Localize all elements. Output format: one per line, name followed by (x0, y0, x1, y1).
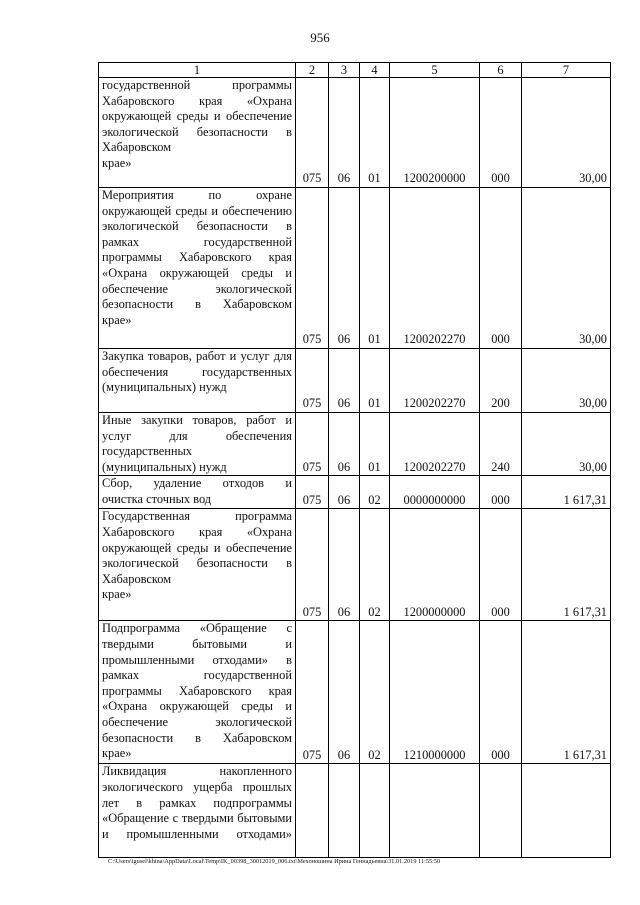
table-header-row (99, 63, 611, 78)
row-expense-type-cell: 000 (480, 621, 522, 764)
row-name-cell (99, 78, 296, 188)
row-name-last-line: крае» (102, 746, 132, 761)
row-target-article-cell: 1200200000 (390, 78, 480, 188)
row-name-last-line: крае» (102, 312, 132, 327)
row-section-cell: 06 (329, 78, 360, 188)
row-name-text: Закупка товаров, работ и услуг для обеспечения государственных (102, 349, 292, 379)
row-section-cell: 06 (329, 413, 360, 476)
table-row (99, 349, 611, 413)
row-expense-type-cell (480, 764, 522, 858)
table-row (99, 509, 611, 621)
row-subsection-cell: 02 (360, 621, 390, 764)
row-expense-type-cell: 240 (480, 413, 522, 476)
row-subsection-cell: 01 (360, 413, 390, 476)
row-name-last-line: крае» (102, 587, 132, 602)
row-section-cell: 06 (329, 509, 360, 621)
row-target-article-cell: 1200000000 (390, 509, 480, 621)
row-name-cell (99, 764, 296, 858)
row-expense-type-cell: 000 (480, 509, 522, 621)
table-row (99, 78, 611, 188)
row-name-text: Иные закупки товаров, работ и услуг для обеспечения государственных (102, 413, 292, 459)
row-expense-type-cell: 200 (480, 349, 522, 413)
budget-table (98, 62, 611, 858)
row-name-text: Государственная программа Хабаровского края «Охрана окружающей среды и обеспечение экологической безопасности в Хабаровском (102, 509, 292, 586)
row-section-cell: 06 (329, 621, 360, 764)
table-row (99, 764, 611, 858)
row-expense-type-cell: 000 (480, 476, 522, 509)
row-name-cell (99, 413, 296, 476)
row-ministry-cell: 075 (296, 78, 329, 188)
file-path-footer: C:\Users\igusel\khina\AppData\Local\Temp\IK_00398_30012019_006.txt\Мехоношина Ирина Геннадьевна\31.01.2019 11:55:50 (108, 858, 441, 865)
row-name-cell (99, 188, 296, 349)
row-name-cell (99, 349, 296, 413)
table-row (99, 621, 611, 764)
row-ministry-cell: 075 (296, 621, 329, 764)
row-name-last-line: (муниципальных) нужд (102, 459, 227, 474)
row-expense-type-cell: 000 (480, 78, 522, 188)
row-amount-cell: 1 617,31 (522, 509, 611, 621)
row-section-cell (329, 764, 360, 858)
row-ministry-cell (296, 764, 329, 858)
page-number: 956 (310, 30, 330, 45)
row-name-cell (99, 476, 296, 509)
row-amount-cell: 30,00 (522, 78, 611, 188)
row-ministry-cell: 075 (296, 476, 329, 509)
row-subsection-cell: 02 (360, 509, 390, 621)
row-amount-cell: 1 617,31 (522, 476, 611, 509)
row-name-text: Сбор, удаление отходов и (102, 476, 292, 491)
row-subsection-cell: 01 (360, 78, 390, 188)
row-amount-cell: 1 617,31 (522, 621, 611, 764)
header-cell: 7 (522, 63, 611, 78)
row-target-article-cell (390, 764, 480, 858)
table-row (99, 188, 611, 349)
row-target-article-cell: 0000000000 (390, 476, 480, 509)
row-ministry-cell: 075 (296, 188, 329, 349)
row-name-last-line: очистка сточных вод (102, 491, 212, 506)
row-target-article-cell: 1210000000 (390, 621, 480, 764)
row-section-cell: 06 (329, 476, 360, 509)
row-name-cell (99, 621, 296, 764)
header-cell: 3 (329, 63, 360, 78)
row-target-article-cell: 1200202270 (390, 188, 480, 349)
row-name-last-line: крае» (102, 155, 132, 170)
row-subsection-cell: 01 (360, 349, 390, 413)
row-section-cell: 06 (329, 188, 360, 349)
header-cell: 1 (99, 63, 296, 78)
row-expense-type-cell: 000 (480, 188, 522, 349)
row-ministry-cell: 075 (296, 349, 329, 413)
row-name-text: Подпрограмма «Обращение с твердыми бытовыми и промышленными отходами» в рамках государственной программы Хабаровского края «Охрана окружающей среды и обеспечение экологической безопасности в Хабаровском (102, 621, 292, 745)
row-target-article-cell: 1200202270 (390, 349, 480, 413)
row-name-cell (99, 509, 296, 621)
header-cell: 2 (296, 63, 329, 78)
header-cell: 4 (360, 63, 390, 78)
table-row (99, 413, 611, 476)
row-amount-cell: 30,00 (522, 413, 611, 476)
table-row (99, 476, 611, 509)
header-cell: 5 (390, 63, 480, 78)
row-name-last-line: (муниципальных) нужд (102, 380, 227, 395)
header-cell: 6 (480, 63, 522, 78)
row-amount-cell: 30,00 (522, 188, 611, 349)
row-ministry-cell: 075 (296, 413, 329, 476)
row-amount-cell: 30,00 (522, 349, 611, 413)
row-subsection-cell: 02 (360, 476, 390, 509)
row-section-cell: 06 (329, 349, 360, 413)
row-ministry-cell: 075 (296, 509, 329, 621)
row-name-text: Мероприятия по охране окружающей среды и обеспечению экологической безопасности в рамках государственной программы Хабаровского края «Охрана окружающей среды и обеспечение экологической безопасности в Хабаровском (102, 188, 292, 312)
row-subsection-cell (360, 764, 390, 858)
row-name-text: государственной программы Хабаровского края «Охрана окружающей среды и обеспечение экологической безопасности в Хабаровском (102, 78, 292, 155)
row-subsection-cell: 01 (360, 188, 390, 349)
row-amount-cell (522, 764, 611, 858)
row-target-article-cell: 1200202270 (390, 413, 480, 476)
row-name-text: Ликвидация накопленного экологического ущерба прошлых лет в рамках подпрограммы «Обращение с твердыми бытовыми и промышленными отходами» (102, 764, 292, 841)
